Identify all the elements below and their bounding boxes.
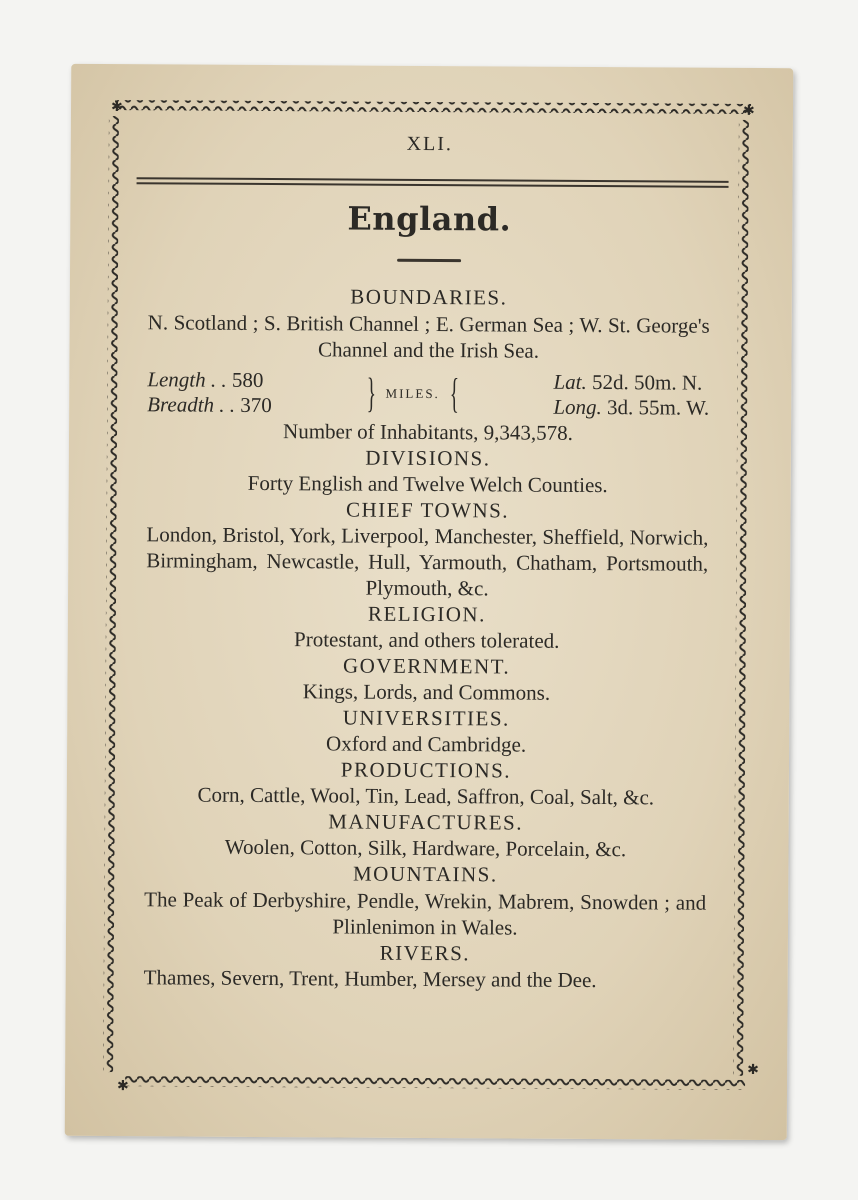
svg-text:✱: ✱ <box>742 102 755 119</box>
divisions-text: Forty English and Twelve Welch Counties. <box>247 470 608 498</box>
manufactures-text: Woolen, Cotton, Silk, Hardware, Porcelain, &c. <box>224 835 627 862</box>
government-text: Kings, Lords, and Commons. <box>302 679 551 705</box>
length-value: 580 <box>231 367 264 392</box>
mountains-text: The Peak of Derbyshire, Pendle, Wrekin, Mabrem, Snowden ; and Plinlenimon in Wales. <box>144 886 707 940</box>
religion-heading: RELIGION. <box>367 601 486 627</box>
miles-group: } MILES. { <box>366 370 459 417</box>
long-value: 3d. 55m. W. <box>607 394 710 420</box>
boundaries-heading: BOUNDARIES. <box>350 284 508 310</box>
chief-towns-text: London, Bristol, York, Liverpool, Manchester, Sheffield, Norwich, Birmingham, Newcastle, Hull, Yarmouth, Chatham, Portsmouth, Plymouth, &c. <box>146 522 709 601</box>
length-label: Length . . <box>147 366 227 392</box>
religion-text: Protestant, and others tolerated. <box>294 627 560 653</box>
universities-heading: UNIVERSITIES. <box>342 705 510 731</box>
size-labels <box>147 367 272 418</box>
svg-text:✱: ✱ <box>110 99 123 116</box>
breadth-value: 370 <box>240 392 272 417</box>
universities-text: Oxford and Cambridge. <box>326 731 527 757</box>
double-rule <box>137 177 729 188</box>
mountains-heading: MOUNTAINS. <box>352 862 498 887</box>
title-rule <box>397 259 461 262</box>
lat-value: 52d. 50m. N. <box>591 369 703 395</box>
boundaries-text: N. Scotland ; S. British Channel ; E. German Sea ; W. St. George's Channel and the Irish Sea. <box>147 309 710 363</box>
dimensions-block <box>147 367 709 421</box>
government-heading: GOVERNMENT. <box>342 653 511 679</box>
manufactures-heading: MANUFACTURES. <box>328 809 524 835</box>
lat-label: Lat. <box>553 369 587 394</box>
inhabitants-text: Number of Inhabitants, 9,343,578. <box>283 419 574 445</box>
productions-heading: PRODUCTIONS. <box>340 757 512 783</box>
chief-towns-heading: CHIEF TOWNS. <box>345 497 510 523</box>
svg-text:✱: ✱ <box>747 1061 759 1079</box>
rivers-text: Thames, Severn, Trent, Humber, Mersey and the Dee. <box>143 964 597 992</box>
svg-text:✱: ✱ <box>116 1078 129 1095</box>
card <box>65 64 794 1140</box>
coordinates <box>553 369 709 420</box>
card-title: England. <box>347 199 512 239</box>
divisions-heading: DIVISIONS. <box>365 445 491 471</box>
breadth-label: Breadth . . <box>147 392 236 417</box>
card-number: XLI. <box>406 132 454 156</box>
rivers-heading: RIVERS. <box>379 940 471 965</box>
miles-unit: MILES. <box>385 385 440 401</box>
card-content <box>144 130 711 993</box>
productions-text: Corn, Cattle, Wool, Tin, Lead, Saffron, Coal, Salt, &c. <box>197 782 655 810</box>
long-label: Long. <box>553 394 602 419</box>
